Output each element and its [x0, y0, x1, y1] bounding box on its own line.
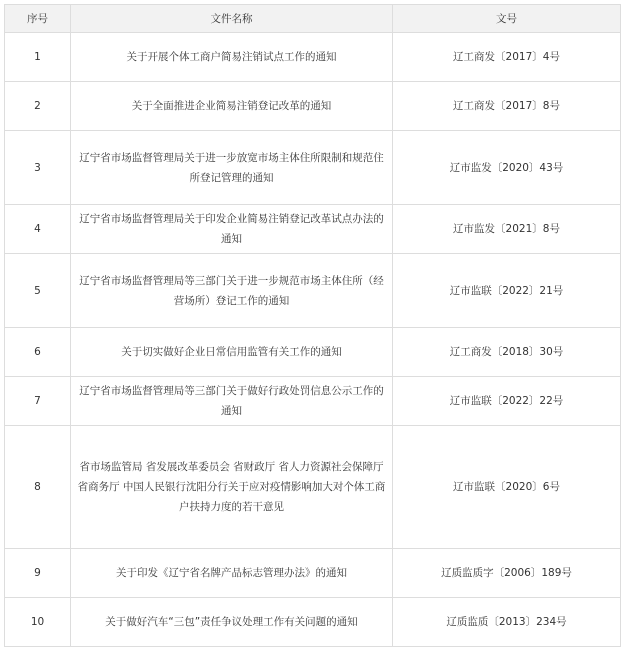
- row-no: 10: [5, 598, 71, 647]
- header-doc-number: 文号: [393, 5, 621, 33]
- row-name-text: 辽宁省市场监督管理局关于印发企业简易注销登记改革试点办法的通知: [79, 213, 384, 245]
- row-no: 4: [5, 205, 71, 254]
- row-name: [71, 598, 393, 647]
- row-name: [71, 254, 393, 328]
- row-name: [71, 33, 393, 82]
- row-doc-number: 辽市监发〔2021〕8号: [393, 205, 621, 254]
- row-name-text: 关于全面推进企业简易注销登记改革的通知: [131, 100, 332, 112]
- table-header-row: [5, 5, 621, 33]
- row-no: 2: [5, 82, 71, 131]
- row-no: 7: [5, 377, 71, 426]
- row-name: [71, 131, 393, 205]
- table-row: [5, 549, 621, 598]
- row-doc-number: 辽市监联〔2020〕6号: [393, 426, 621, 549]
- table-row: [5, 426, 621, 549]
- row-no: 3: [5, 131, 71, 205]
- table-row: [5, 33, 621, 82]
- row-doc-number: 辽市监发〔2020〕43号: [393, 131, 621, 205]
- table-row: [5, 328, 621, 377]
- row-name: [71, 377, 393, 426]
- row-name-text: 辽宁省市场监督管理局关于进一步放宽市场主体住所限制和规范住所登记管理的通知: [79, 151, 384, 184]
- row-doc-number: 辽工商发〔2017〕4号: [393, 33, 621, 82]
- row-name-text: 关于印发《辽宁省名牌产品标志管理办法》的通知: [116, 567, 347, 579]
- row-no: 1: [5, 33, 71, 82]
- row-name: [71, 205, 393, 254]
- row-name-text: 关于做好汽车“三包”责任争议处理工作有关问题的通知: [105, 616, 358, 628]
- row-doc-number: 辽市监联〔2022〕21号: [393, 254, 621, 328]
- row-name-text: 关于切实做好企业日常信用监管有关工作的通知: [121, 346, 342, 358]
- row-doc-number: 辽工商发〔2018〕30号: [393, 328, 621, 377]
- table-row: [5, 82, 621, 131]
- row-doc-number: 辽质监质字〔2006〕189号: [393, 549, 621, 598]
- table-row: [5, 254, 621, 328]
- row-name-text: 省市场监管局 省发展改革委员会 省财政厅 省人力资源社会保障厅 省商务厅 中国人民银行沈阳分行关于应对疫情影响加大对个体工商户扶持力度的若干意见: [77, 461, 386, 513]
- header-no: 序号: [5, 5, 71, 33]
- row-doc-number: 辽质监质〔2013〕234号: [393, 598, 621, 647]
- document-table: [4, 4, 621, 647]
- table-row: [5, 205, 621, 254]
- row-name: [71, 328, 393, 377]
- row-no: 5: [5, 254, 71, 328]
- table-row: [5, 598, 621, 647]
- header-name: 文件名称: [71, 5, 393, 33]
- row-doc-number: 辽工商发〔2017〕8号: [393, 82, 621, 131]
- row-no: 8: [5, 426, 71, 549]
- table-row: [5, 131, 621, 205]
- row-name: [71, 549, 393, 598]
- row-no: 9: [5, 549, 71, 598]
- row-name-text: 辽宁省市场监督管理局等三部门关于进一步规范市场主体住所（经营场所）登记工作的通知: [79, 274, 384, 307]
- row-doc-number: 辽市监联〔2022〕22号: [393, 377, 621, 426]
- row-name-text: 辽宁省市场监督管理局等三部门关于做好行政处罚信息公示工作的通知: [79, 385, 384, 417]
- row-name: [71, 82, 393, 131]
- row-no: 6: [5, 328, 71, 377]
- row-name: [71, 426, 393, 549]
- table-row: [5, 377, 621, 426]
- row-name-text: 关于开展个体工商户简易注销试点工作的通知: [126, 51, 337, 63]
